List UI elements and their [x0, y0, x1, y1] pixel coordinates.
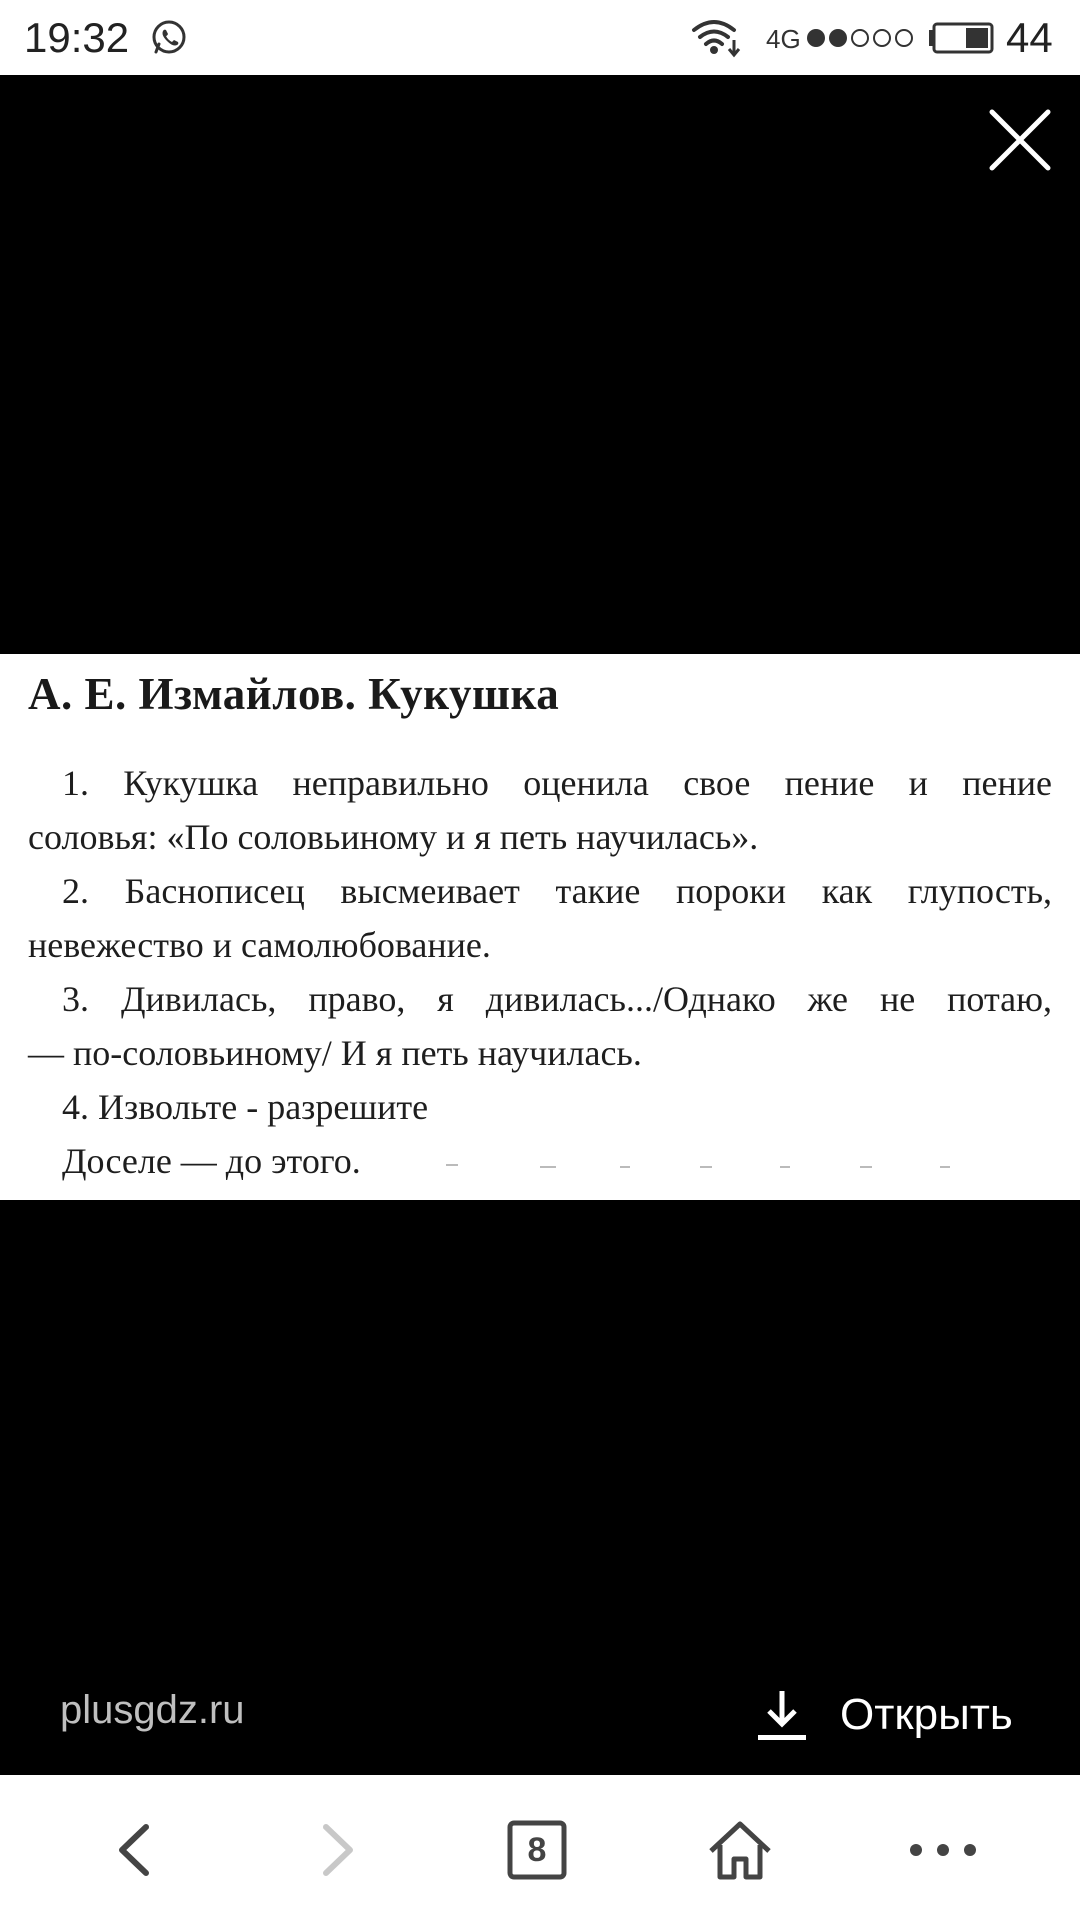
tabs-count: 8 — [527, 1831, 547, 1869]
battery-icon — [928, 22, 994, 54]
source-domain[interactable]: plusgdz.ru — [60, 1688, 245, 1732]
document-line: 2. Баснописец высмеивает такие пороки как глупость, — [62, 871, 1052, 911]
tabs-button[interactable] — [502, 1815, 572, 1885]
open-button[interactable] — [756, 1685, 1013, 1745]
signal-icon — [806, 26, 914, 50]
bottom-navigation — [0, 1775, 1080, 1920]
scan-artifact — [940, 1166, 950, 1168]
scan-artifact — [780, 1166, 790, 1168]
document-line: 4. Извольте - разрешите — [62, 1087, 429, 1127]
network-type: 4G — [766, 24, 801, 54]
download-icon — [756, 1687, 808, 1743]
document-line: невежество и самолюбование. — [28, 925, 491, 965]
document-line: соловья: «По соловьиному и я петь научилась». — [28, 817, 759, 857]
status-bar — [0, 0, 1080, 75]
scan-artifact — [620, 1166, 630, 1168]
scan-artifact — [700, 1166, 712, 1168]
scan-artifact — [446, 1164, 458, 1166]
scan-artifact — [540, 1166, 556, 1168]
close-icon[interactable] — [980, 100, 1060, 180]
document-line: — по-соловьиному/ И я петь научилась. — [28, 1033, 642, 1073]
document-line: 3. Дивилась, право, я дивилась.../Однако же не потаю, — [62, 979, 1052, 1019]
open-label: Открыть — [840, 1690, 1013, 1739]
forward-icon[interactable] — [302, 1815, 372, 1885]
wifi-icon — [690, 18, 742, 58]
document-image[interactable] — [0, 654, 1080, 1200]
back-icon[interactable] — [100, 1815, 170, 1885]
battery-level: 44 — [1006, 14, 1053, 61]
document-line: Доселе — до этого. — [62, 1141, 361, 1181]
home-icon[interactable] — [705, 1815, 775, 1885]
status-time: 19:32 — [24, 14, 130, 61]
more-icon[interactable] — [908, 1815, 978, 1885]
document-title: А. Е. Измайлов. Кукушка — [28, 669, 560, 719]
scan-artifact — [860, 1166, 872, 1168]
whatsapp-icon — [150, 18, 188, 56]
document-line: 1. Кукушка неправильно оценила свое пение и пение — [62, 763, 1052, 803]
